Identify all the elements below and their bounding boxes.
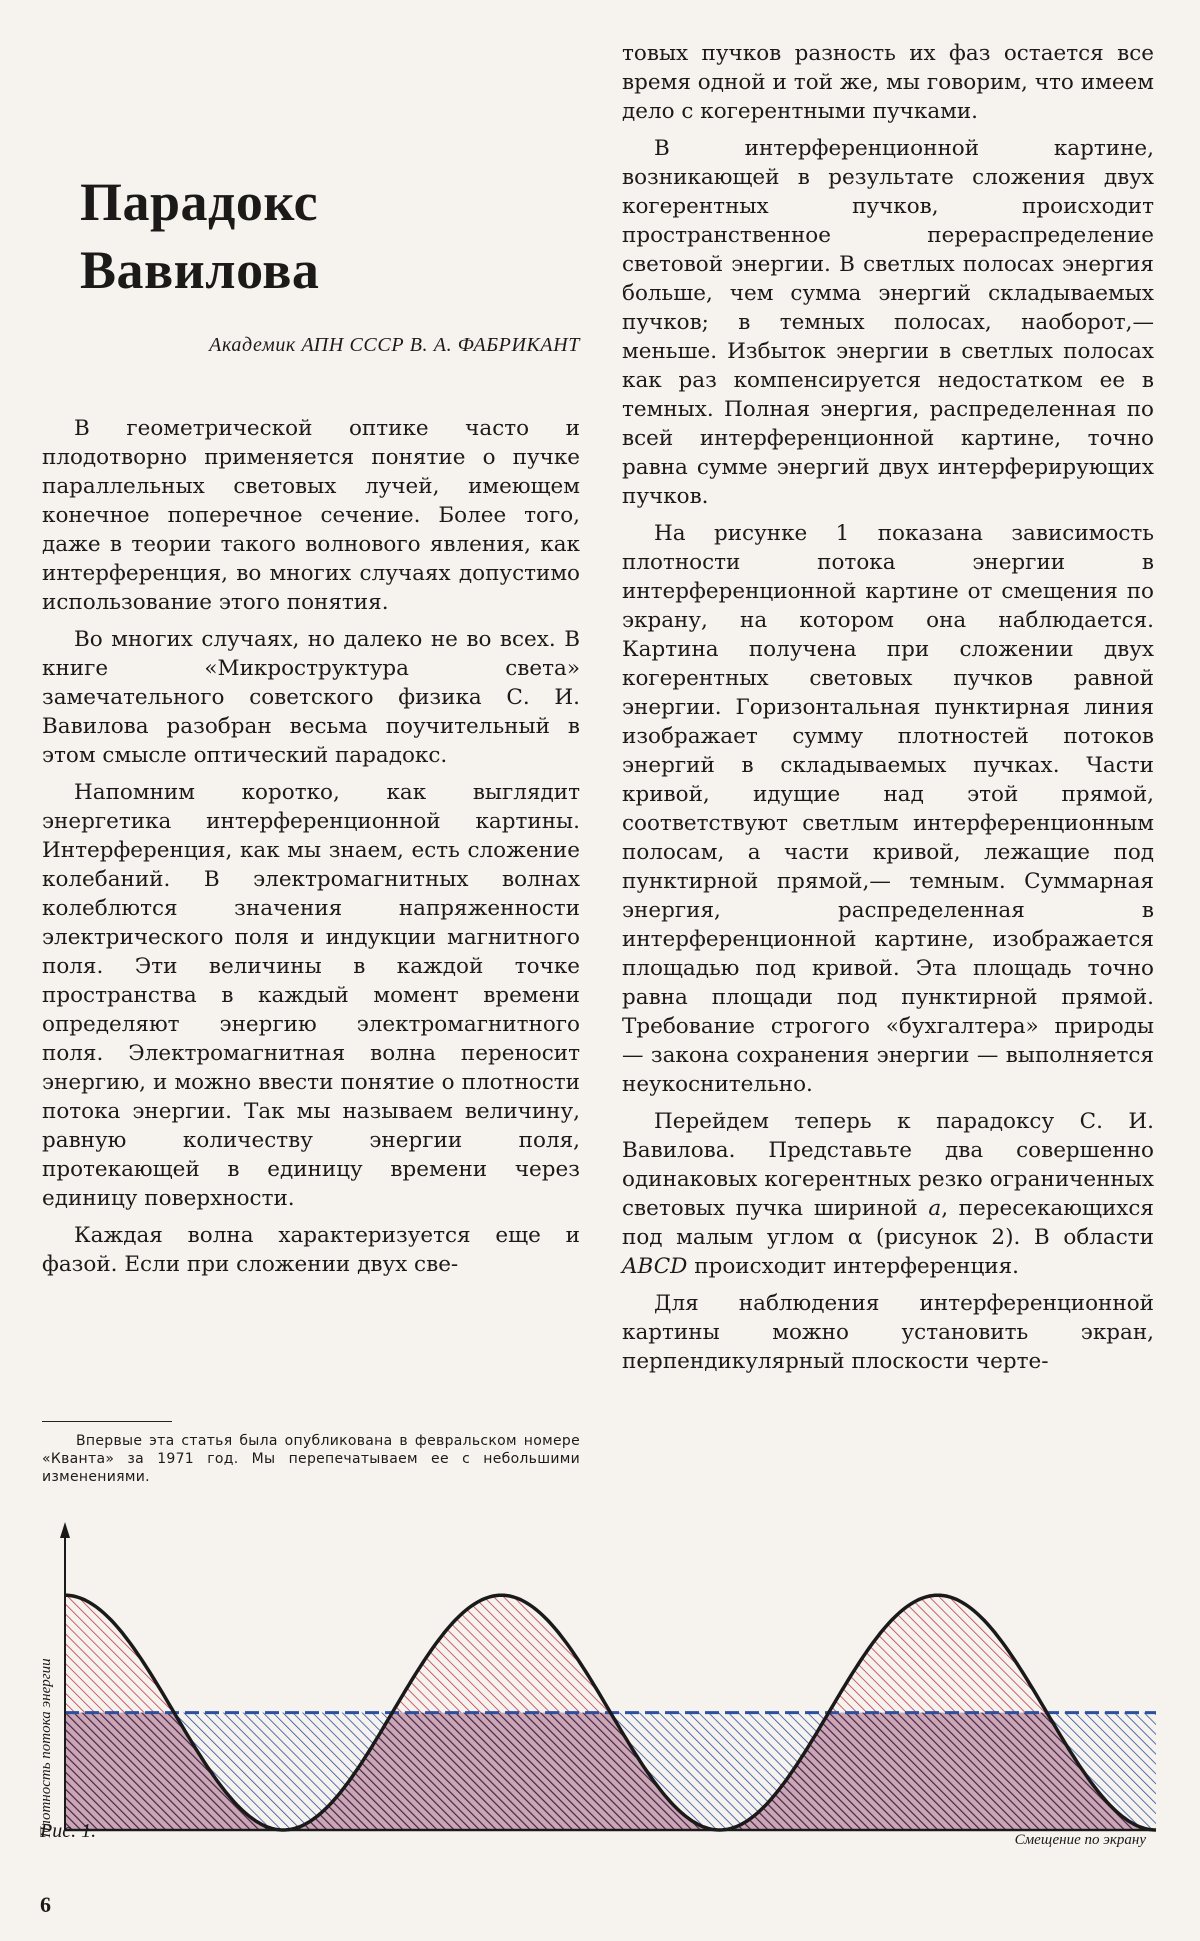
paragraph <box>622 1107 1154 1281</box>
page-number: 6 <box>40 1892 51 1917</box>
footnote: Впервые эта статья была опубликована в февральском номере «Кванта» за 1971 год. Мы перепечатываем ее с небольшими изменениями. <box>42 1433 580 1485</box>
paragraph: Напомним коротко, как выглядит энергетика интерференционной картины. Интерференция, как мы знаем, есть сложение колебаний. В электромагнитных волнах колеблются значения напряженности электрического поля и индукции магнитного поля. Эти величины в каждой точке пространства в каждый момент времени определяют энергию электромагнитного поля. Электромагнитная волна переносит энергию, и можно ввести понятие о плотности потока энергии. Так мы называем величину, равную количеству энергии поля, протекающей в единицу времени через единицу поверхности. <box>42 780 580 1211</box>
right-column <box>622 39 1154 1384</box>
paragraph: Для наблюдения интерференционной картины можно установить экран, перпендикулярный плоскости черте- <box>622 1291 1154 1374</box>
interference-chart <box>30 1500 1170 1870</box>
x-axis-label: Смещение по экрану <box>1014 1832 1146 1848</box>
paragraph: товых пучков разность их фаз остается все время одной и той же, мы говорим, что имеем дело с когерентными пучками. <box>622 41 1154 124</box>
figure-caption: Рис. 1. <box>40 1820 97 1842</box>
left-column <box>42 414 580 1287</box>
footnote-rule <box>42 1421 172 1422</box>
text-run: происходит интерференция. <box>694 1254 1020 1279</box>
paragraph: На рисунке 1 показана зависимость плотности потока энергии в интерференционной картине от смещения по экрану, на котором она наблюдается. Картина получена при сложении двух когерентных световых пучков равной энергии. Горизонтальная пунктирная линия изображает сумму плотностей потоков энергий в складываемых пучках. Части кривой, идущие над этой прямой, соответствуют светлым интерференционным полосам, а части кривой, лежащие под пунктирной прямой,— темным. Суммарная энергия, распределенная в интерференционной картине, изображается площадью под кривой. Эта площадь точно равна площади под пунктирной прямой. Требование строгого «бухгалтера» природы — закона сохранения энергии — выполняется неукоснительно. <box>622 521 1154 1097</box>
title-line-2: Вавилова <box>80 240 320 300</box>
title-line-1: Парадокс <box>80 172 319 232</box>
bright-fringe-area <box>65 1500 1156 1713</box>
paragraph: В геометрической оптике часто и плодотворно применяется понятие о пучке параллельных световых лучей, имеющем конечное поперечное сечение. Более того, даже в теории такого волнового явления, как интерференция, во многих случаях допустимо использование этого понятия. <box>42 416 580 615</box>
text-run: Перейдем теперь к парадоксу С. И. Вавилова. Представьте два совершенно одинаковых когерентных резко ограниченных световых пучка шириной <box>622 1109 1154 1221</box>
paragraph: В интерференционной картине, возникающей в результате сложения двух когерентных пучков, происходит пространственное перераспределение световой энергии. В светлых полосах энергия больше, чем сумма энергий складываемых пучков; в темных полосах, наоборот,— меньше. Избыток энергии в светлых полосах как раз компенсируется недостатком ее в темных. Полная энергия, распределенная по всей интерференционной картине, точно равна сумме энергий двух интерферирующих пучков. <box>622 136 1154 509</box>
paragraph: Во многих случаях, но далеко не во всех. В книге «Микроструктура света» замечательного советского физика С. И. Вавилова разобран весьма поучительный в этом смысле оптический парадокс. <box>42 627 580 768</box>
author-byline: Академик АПН СССР В. А. ФАБРИКАНТ <box>209 334 580 356</box>
y-axis-label: Плотность потока энергии <box>38 1658 54 1838</box>
y-axis-arrow-icon <box>60 1522 70 1538</box>
text-run: , пересекающихся под малым углом α (рисунок 2). В области <box>622 1196 1154 1250</box>
variable-a: a <box>928 1196 942 1221</box>
variable-abcd: ABCD <box>622 1254 688 1279</box>
paragraph: Каждая волна характеризуется еще и фазой. Если при сложении двух све- <box>42 1223 580 1277</box>
article-title <box>80 168 600 304</box>
